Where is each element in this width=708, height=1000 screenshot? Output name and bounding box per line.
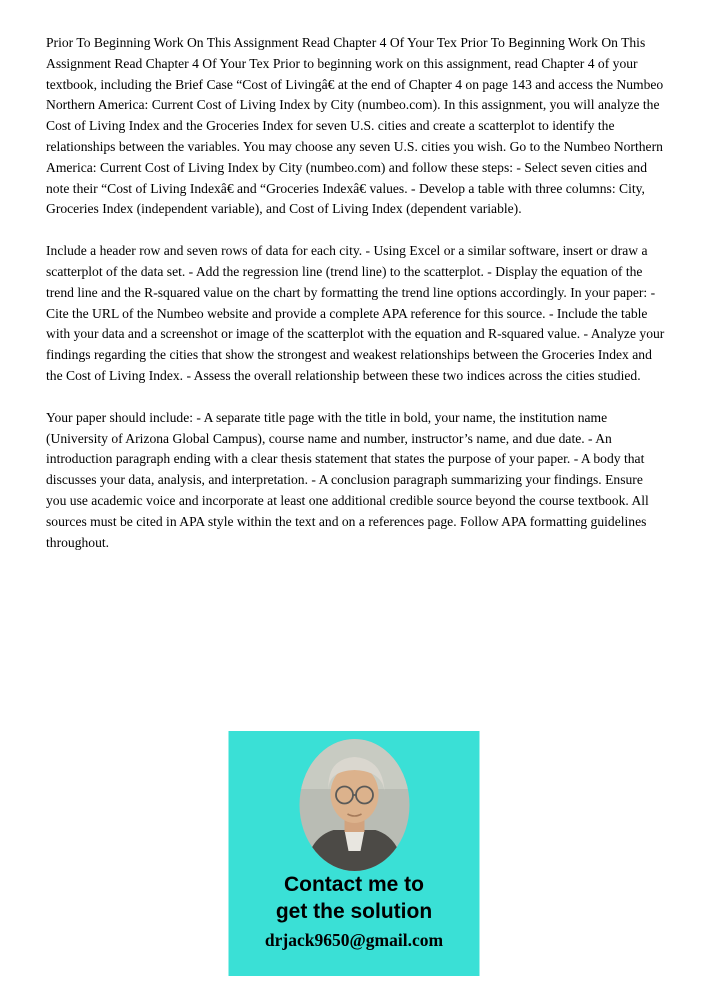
- assignment-paragraph-2: Include a header row and seven rows of data for each city. - Using Excel or a similar software, insert or draw a scatterplot of the data set. - Add the regression line (trend line) to the scatterplot. - Display the equation of the trend line and the R-squared value on the chart by formatting the trend line options accordingly. In your paper: - Cite the URL of the Numbeo website and provide a complete APA reference for this source. - Include the table with your data and a screenshot or image of the scatterplot with the equation and R-squared value. - Analyze your findings regarding the cities that show the strongest and weakest relationships between the Groceries Index and the Cost of Living Index. - Assess the overall relationship between these two indices across the cities studied.: [46, 243, 665, 383]
- contact-email: drjack9650@gmail.com: [264, 930, 444, 950]
- assignment-paragraph-3: Your paper should include: - A separate title page with the title in bold, your name, the institution name (University of Arizona Global Campus), course name and number, instructor’s name, and due date. - An introduction paragraph ending with a clear thesis statement that states the purpose of your paper. - A body that discusses your data, analysis, and interpretation. - A conclusion paragraph summarizing your findings. Ensure you use academic voice and incorporate at least one additional credible source beyond the course textbook. All sources must be cited in APA style within the text and on a references page. Follow APA formatting guidelines throughout.: [46, 409, 649, 550]
- assignment-text-block: [46, 33, 666, 574]
- tutor-photo: [299, 739, 409, 871]
- assignment-paragraph-1: Prior To Beginning Work On This Assignment Read Chapter 4 Of Your Tex Prior To Beginning Work On This Assignment Read Chapter 4 Of Your Tex Prior to beginning work on this assignment, read Chapter 4 of your textbook, including the Brief Case “Cost of Livingâ€ at the end of Chapter 4 on page 143 and access the Numbeo Northern America: Current Cost of Living Index by City (numbeo.com). In this assignment, you will analyze the Cost of Living Index and the Groceries Index for seven U.S. cities and create a scatterplot to identify the relationships between the variables. You may choose any seven U.S. cities you wish. Go to the Numbeo Northern America: Current Cost of Living Index by City (numbeo.com) and follow these steps: - Select seven cities and note their “Cost of Living Indexâ€ and “Groceries Indexâ€ values. - Develop a table with three columns: City, Groceries Index (independent variable), and Cost of Living Index (dependent variable).: [46, 35, 664, 217]
- contact-line-2: get the solution: [275, 900, 433, 923]
- contact-line-1: Contact me to: [283, 873, 424, 896]
- contact-card: [229, 731, 480, 976]
- person-portrait-icon: [299, 739, 409, 871]
